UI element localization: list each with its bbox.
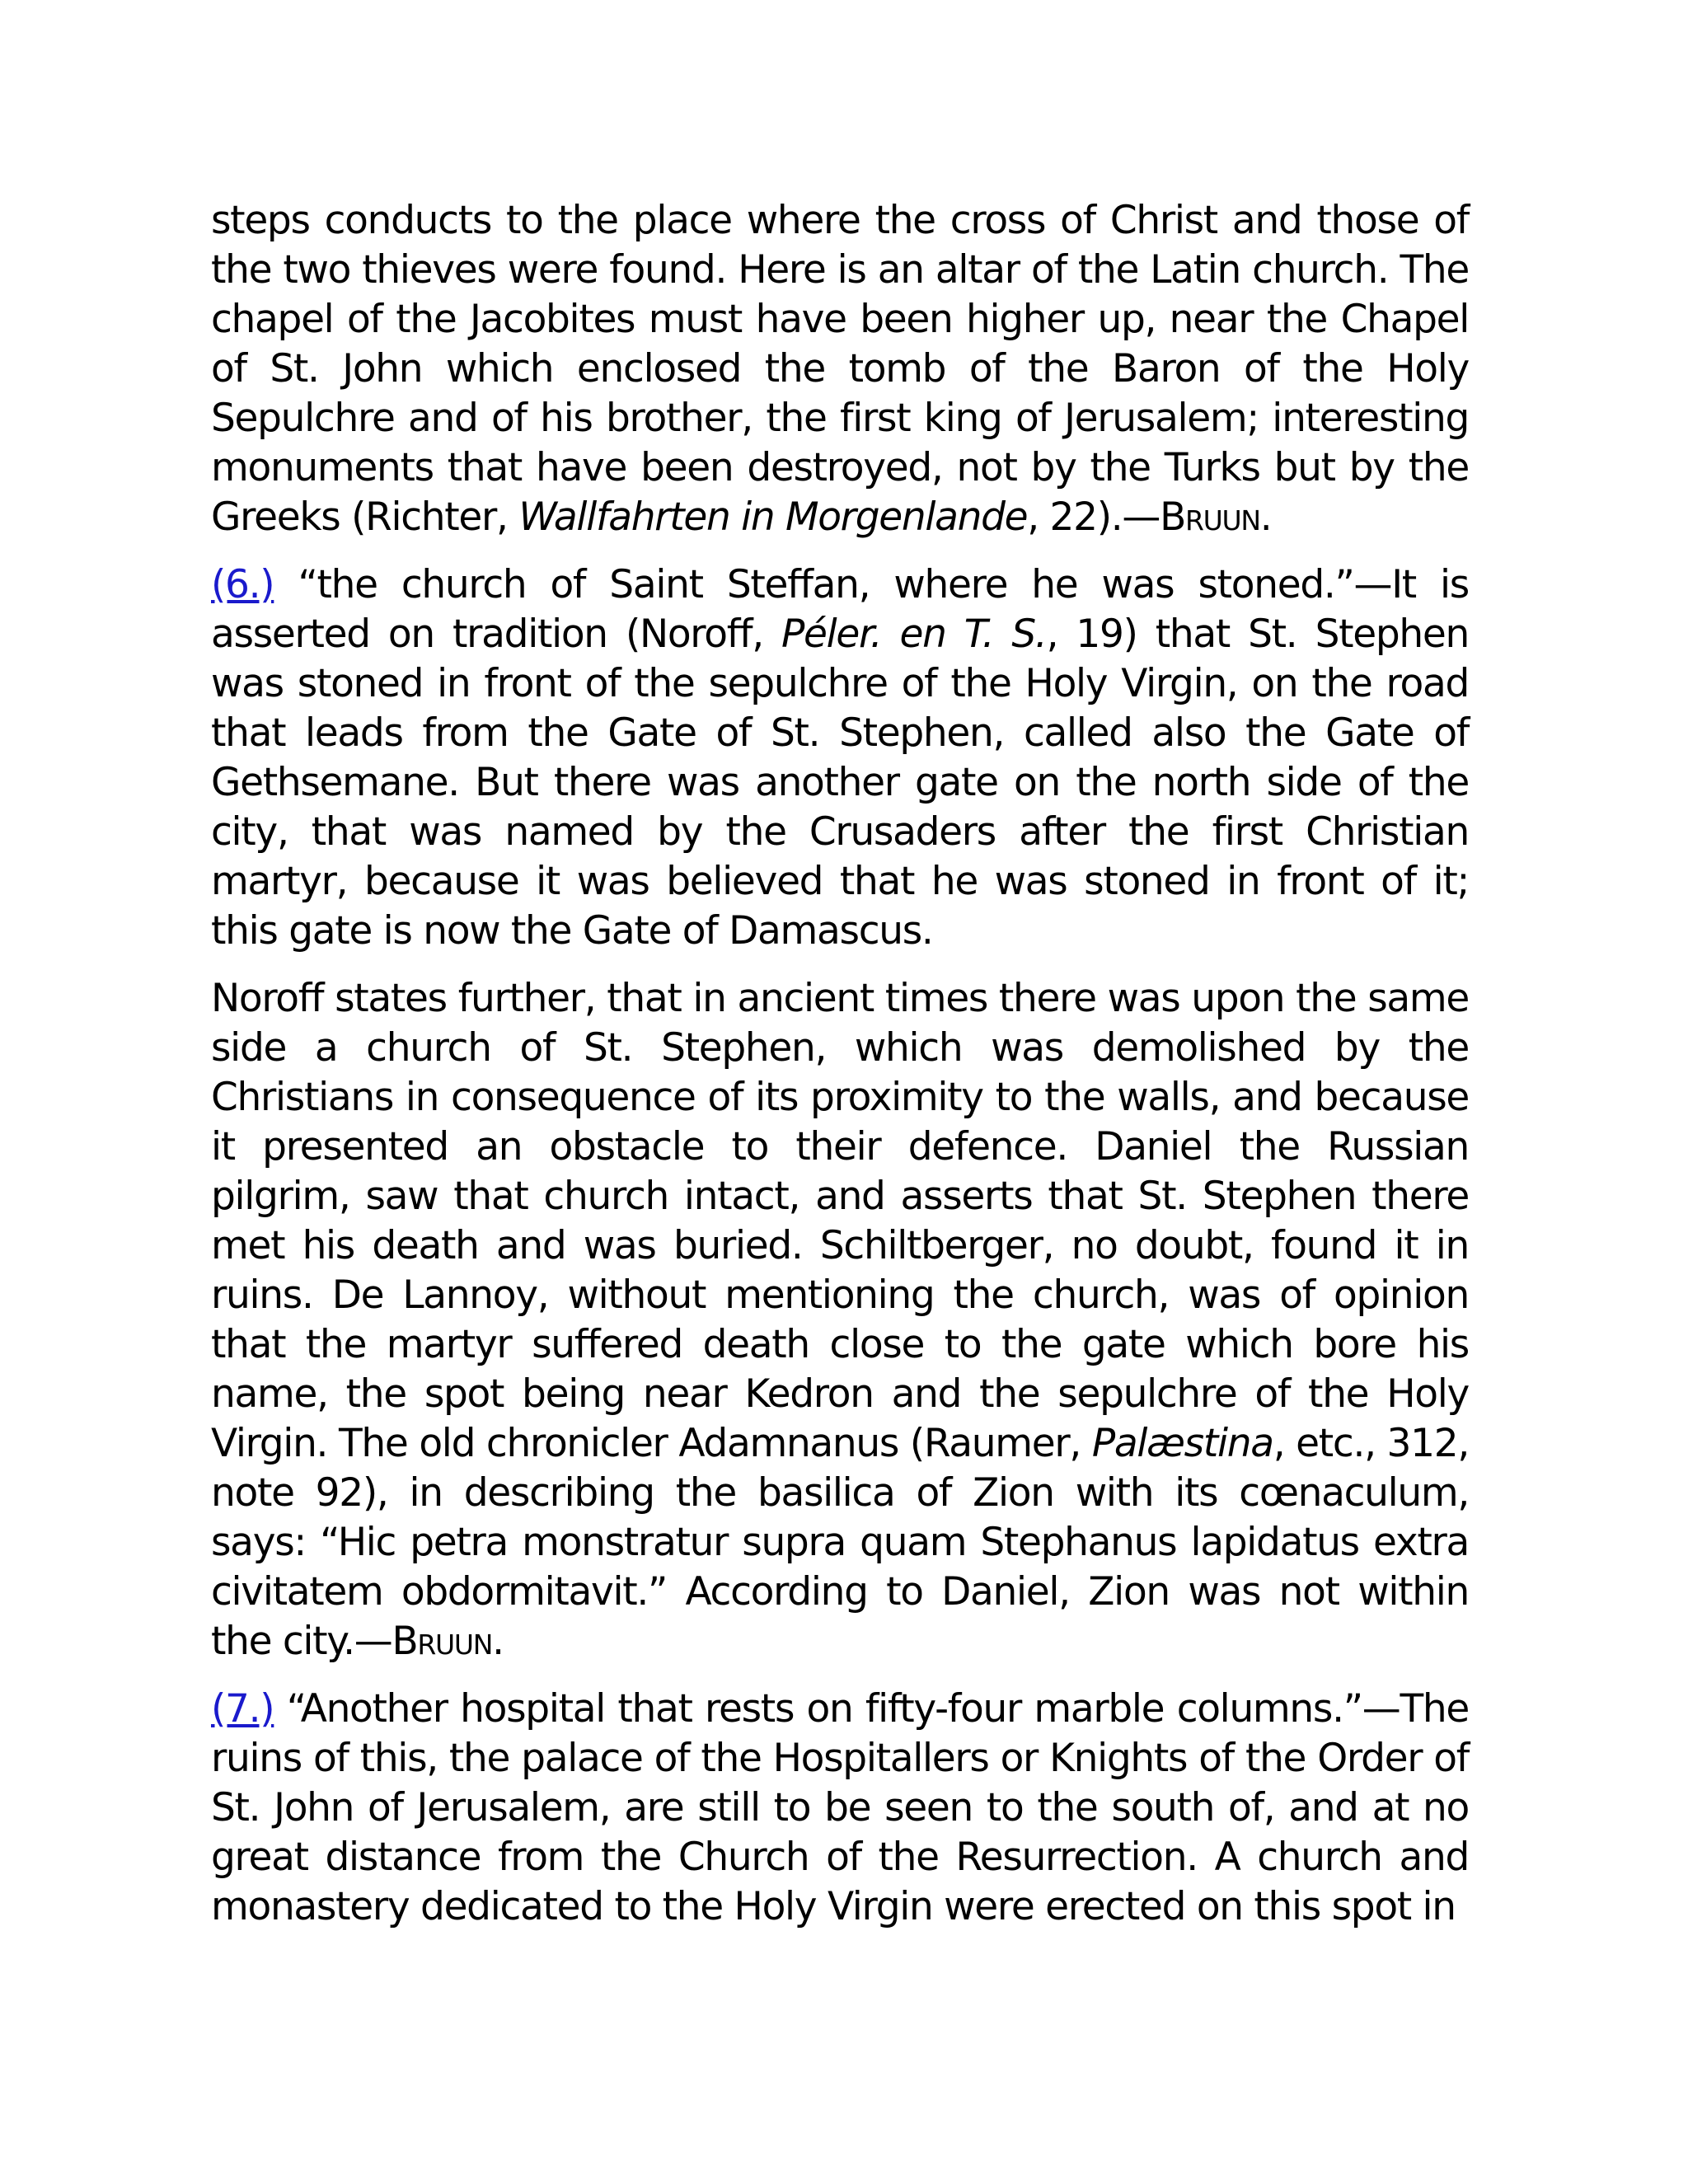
book-title: Palæstina <box>1091 1421 1273 1466</box>
document-body <box>211 196 1469 1950</box>
paragraph-church-of-holy-sepulchre <box>211 196 1469 542</box>
author-signature: Bruun <box>1160 494 1260 540</box>
paragraph-text: “the church of Saint Steffan, where he was stoned.”—It is asserted on tradition (Noroff, <box>211 562 1469 657</box>
paragraph-text: . <box>1259 494 1272 540</box>
note-6-paragraph <box>211 560 1469 956</box>
paragraph-text: steps conducts to the place where the cross of Christ and those of the two thieves were found. Here is an altar of the Latin church. The chapel of the Jacobites must have been higher up, near the Chapel of St. John which enclosed the tomb of the Baron of the Holy Sepulchre and of his brother, the first king of Jerusalem; interesting monuments that have been destroyed, not by the Turks but by the Greeks (Richter, <box>211 198 1469 540</box>
note-7-link[interactable]: (7.) <box>211 1686 274 1732</box>
paragraph-text: , 19) that St. Stephen was stoned in front of the sepulchre of the Holy Virgin, on the road that leads from the Gate of St. Stephen, called also the Gate of Gethsemane. But there was another gate on the north side of the city, that was named by the Crusaders after the first Christian martyr, because it was believed that he was stoned in front of it; this gate is now the Gate of Damascus. <box>211 612 1469 954</box>
book-title: Péler. en T. S. <box>781 612 1047 657</box>
paragraph-text: . <box>492 1619 504 1664</box>
note-7-paragraph <box>211 1685 1469 1932</box>
paragraph-text: Noroff states further, that in ancient times there was upon the same side a church of St. Stephen, which was demolished by the Christians in consequence of its proximity to the walls, and because it presented an obstacle to their defence. Daniel the Russian pilgrim, saw that church intact, and asserts that St. Stephen there met his death and was buried. Schiltberger, no doubt, found it in ruins. De Lannoy, without mentioning the church, was of opinion that the martyr suffered death close to the gate which bore his name, the spot being near Kedron and the sepulchre of the Holy Virgin. The old chronicler Adamnanus (Raumer, <box>211 976 1469 1466</box>
paragraph-noroff <box>211 974 1469 1666</box>
paragraph-text: , etc., 312, note 92), in describing the basilica of Zion with its cœnaculum, says: “Hic petra monstratur supra quam Stephanus lapidatus extra civitatem obdormitavit.” According to Daniel, Zion was not within the city.— <box>211 1421 1469 1664</box>
paragraph-text: “Another hospital that rests on fifty-four marble columns.”—The ruins of this, the palace of the Hospitallers or Knights of the Order of St. John of Jerusalem, are still to be seen to the south of, and at no great distance from the Church of the Resurrection. A church and monastery dedicated to the Holy Virgin were erected on this spot in <box>211 1686 1469 1929</box>
paragraph-text: , 22).— <box>1027 494 1160 540</box>
note-6-link[interactable]: (6.) <box>211 562 274 607</box>
book-title: Wallfahrten in Morgenlande <box>518 494 1028 540</box>
author-signature: Bruun <box>392 1619 493 1664</box>
